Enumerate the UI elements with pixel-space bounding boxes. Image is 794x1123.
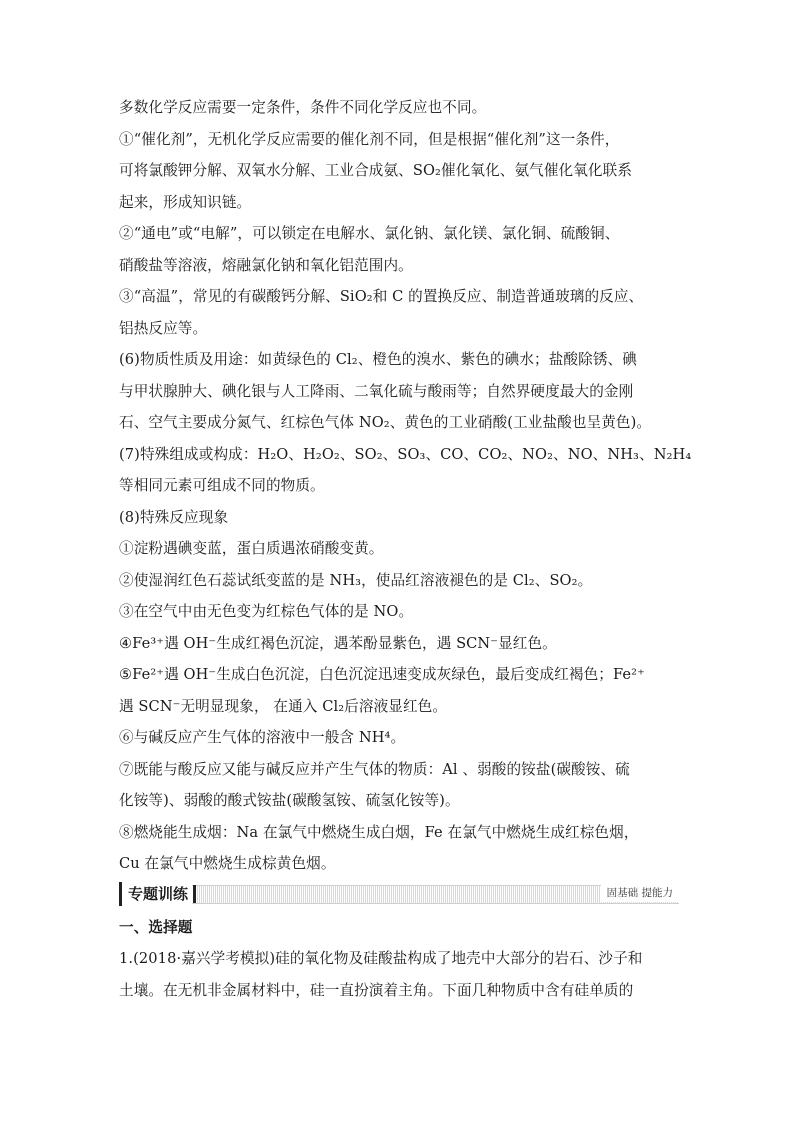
text-line: 等相同元素可组成不同的物质。 [119,477,325,494]
text-line: Cu 在氯气中燃烧生成棕黄色烟。 [119,855,336,872]
text-line: ②“通电”或“电解”，可以锁定在电解水、氯化钠、氯化镁、氯化铜、硫酸铜、 [119,225,620,242]
text-line: ⑧燃烧能生成烟：Na 在氯气中燃烧生成白烟，Fe 在氯气中燃烧生成红棕色烟， [119,823,639,841]
text-line: (7)特殊组成或构成：H₂O、H₂O₂、SO₂、SO₃、CO、CO₂、NO₂、NO、NH₃、N₂H₄ [119,445,692,463]
text-line: ⑤Fe²⁺遇 OH⁻生成白色沉淀，白色沉淀迅速变成灰绿色，最后变成红褐色；Fe²⁺ [119,666,645,683]
text-line: 石、空气主要成分氮气、红棕色气体 NO₂、黄色的工业硝酸(工业盐酸也呈黄色)。 [119,414,652,431]
banner-subtitle: 固基础 提能力 [601,885,679,902]
text-line: ③“高温”，常见的有碳酸钙分解、SiO₂和 C 的置换反应、制造普通玻璃的反应、 [119,288,644,305]
body-text [119,92,692,880]
text-line: (8)特殊反应现象 [119,508,229,526]
banner-hatch-bar [119,885,679,904]
question-line: 1.(2018·嘉兴学考模拟)硅的氧化物及硅酸盐构成了地壳中大部分的岩石、沙子和 [119,950,643,967]
document-page [119,92,692,1006]
text-line: ①淀粉遇碘变蓝，蛋白质遇浓硝酸变黄。 [119,540,384,557]
text-line: 遇 SCN⁻无明显现象， 在通入 Cl₂后溶液显红色。 [119,697,448,715]
text-line: ④Fe³⁺遇 OH⁻生成红褐色沉淀，遇苯酚显紫色，遇 SCN⁻显红色。 [119,634,557,652]
text-line: 可将氯酸钾分解、双氧水分解、工业合成氨、SO₂催化氧化、氨气催化氧化联系 [119,162,633,179]
text-line: ⑦既能与酸反应又能与碱反应并产生气体的物质：Al 、弱酸的铵盐(碳酸铵、硫 [119,760,630,778]
text-line: 化铵等)、弱酸的酸式铵盐(碳酸氢铵、硫氢化铵等)。 [119,792,460,809]
banner-title: 专题训练 [119,882,192,906]
text-line: 与甲状腺肿大、碘化银与人工降雨、二氧化硫与酸雨等；自然界硬度最大的金刚 [119,382,634,400]
section-banner [119,882,679,906]
question-line: 土壤。在无机非金属材料中，硅一直扮演着主角。下面几种物质中含有硅单质的 [119,981,634,999]
text-line: ②使湿润红色石蕊试纸变蓝的是 NH₃，使品红溶液褪色的是 Cl₂、SO₂。 [119,571,593,589]
text-line: (6)物质性质及用途：如黄绿色的 Cl₂、橙色的溴水、紫色的碘水；盐酸除锈、碘 [119,351,637,368]
text-line: ⑥与碱反应产生气体的溶液中一般含 NH⁴。 [119,729,406,746]
text-line: 起来，形成知识链。 [119,193,252,211]
section-heading: 一、选择题 [119,918,193,936]
text-line: 多数化学反应需要一定条件，条件不同化学反应也不同。 [119,99,487,116]
text-line: ③在空气中由无色变为红棕色气体的是 NO。 [119,603,414,620]
text-line: 硝酸盐等溶液，熔融氯化钠和氧化铝范围内。 [119,256,413,274]
text-line: ①“催化剂”，无机化学反应需要的催化剂不同，但是根据“催化剂”这一条件， [119,130,620,148]
text-line: 铝热反应等。 [119,319,208,337]
